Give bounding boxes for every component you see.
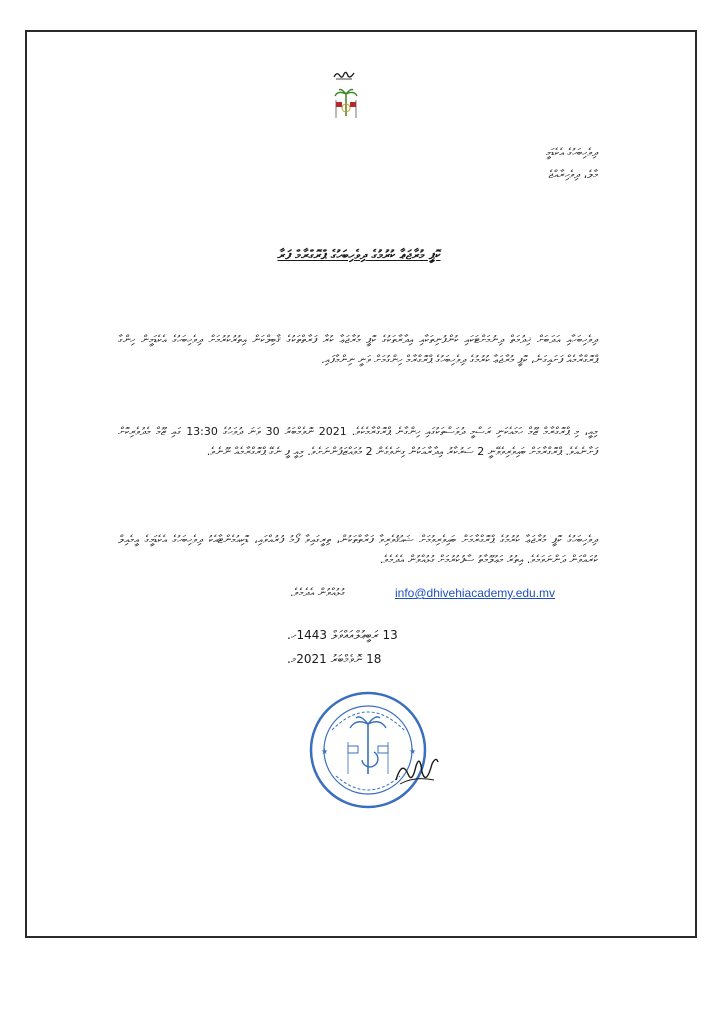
signature [392, 750, 440, 790]
date-hijri: 13 ރަބީޢުލްއައްވަލް 1443ހ. [287, 628, 398, 642]
email-link[interactable]: info@dhivehiacademy.edu.mv [395, 586, 556, 600]
svg-text:★: ★ [409, 747, 417, 756]
sender-address [546, 142, 598, 186]
email-suffix-text: ގުޅުއްވުން އެދެމެވެ. [290, 586, 345, 599]
document-title: ކޮޕީ މުރާޖަޢާ ކުރުމުގެ ދިވެހިބަހުގެ ޕްރޮގްރާމް ފަރާ [277, 248, 441, 263]
paragraph-1: ދިވެހިބަހާއި އަދަބަށް ޚިދުމަތް ދިނުމަށްޓަކައި ކުންފުނިތަކާއި އިދާރާތަކުގެ ކޮޕީ މުރާޖަޢާ ކުރާ ފަރާތްތަކުގެ ޤާބިލްކަން އިތުރުކުރުމަށް ދިވެހިބަހުގެ އެކެޑަމީން ހިންގާ ޕްރޮގްރާމެއް ފަށައިގަނެ، ކޮޕީ މުރާޖަޢާ ކުރުމުގެ ދިވެހިބަހުގެ ޕްރޮގްރާމް ހިންގުމަށް ވަނީ ނިންމާފައި. [118, 333, 598, 366]
svg-text:★: ★ [321, 747, 329, 756]
paragraph-3: ދިވެހިބަހުގެ ކޮޕީ މުރާޖަޢާ ކުރުމުގެ ޕްރޮގްރާމަށް ބައިވެރިވުމަށް ޝައުޤުވެރިވާ ފަރާތްތަކުން، ތިރީގައިވާ ފޯމު ފުރުއްވައި، ޑޮކިއުމެންޓާއެކު ދިވެހިބަހުގެ އެކެޑަމީގެ އީމެއިލް ކުރައްވަން ދަންނަވަމެވެ. އިތުރު މަޢުލޫމާތު ސާފުކުރުމަށް ގުޅުއްވުން އެދެމެވެ. [118, 533, 598, 566]
sender-line-1: ދިވެހިބަހުގެ އެކެޑަމީ [545, 146, 598, 159]
bismillah-calligraphy [333, 68, 355, 82]
sender-line-2: މާލެ، ދިވެހިރާއްޖެ [548, 168, 598, 181]
date-gregorian: 18 ނޮވެމްބަރު 2021މ. [287, 652, 382, 666]
state-emblem-icon [333, 86, 359, 122]
paragraph-2: މިއީ، މި ޕްރޮގްރާމް ޒޫމް ހަމައެކަނި ރަސްމީ ދުވަސްތަކުގައި ހިންގާނެ ޕްރޮގްރާމެކެވެ. 2021 ނޮވެމްބަރު 30 ވަނަ ދުވަހުގެ 13:30 ގައި ޒޫމް މެދުވެރިކޮށް ފަށާނެއެވެ. ޕްރޮގްރާމަށް ބައިވެރިވެވޭނީ 2 ސަރުކާރު އިދާރާއަކުން ގިނަވެގެން 2 މުވައްޒަފުންނަށެވެ. މިއީ ފީ ނެގޭ ޕްރޮގްރާމެއް ނޫނެވެ. [118, 425, 598, 458]
